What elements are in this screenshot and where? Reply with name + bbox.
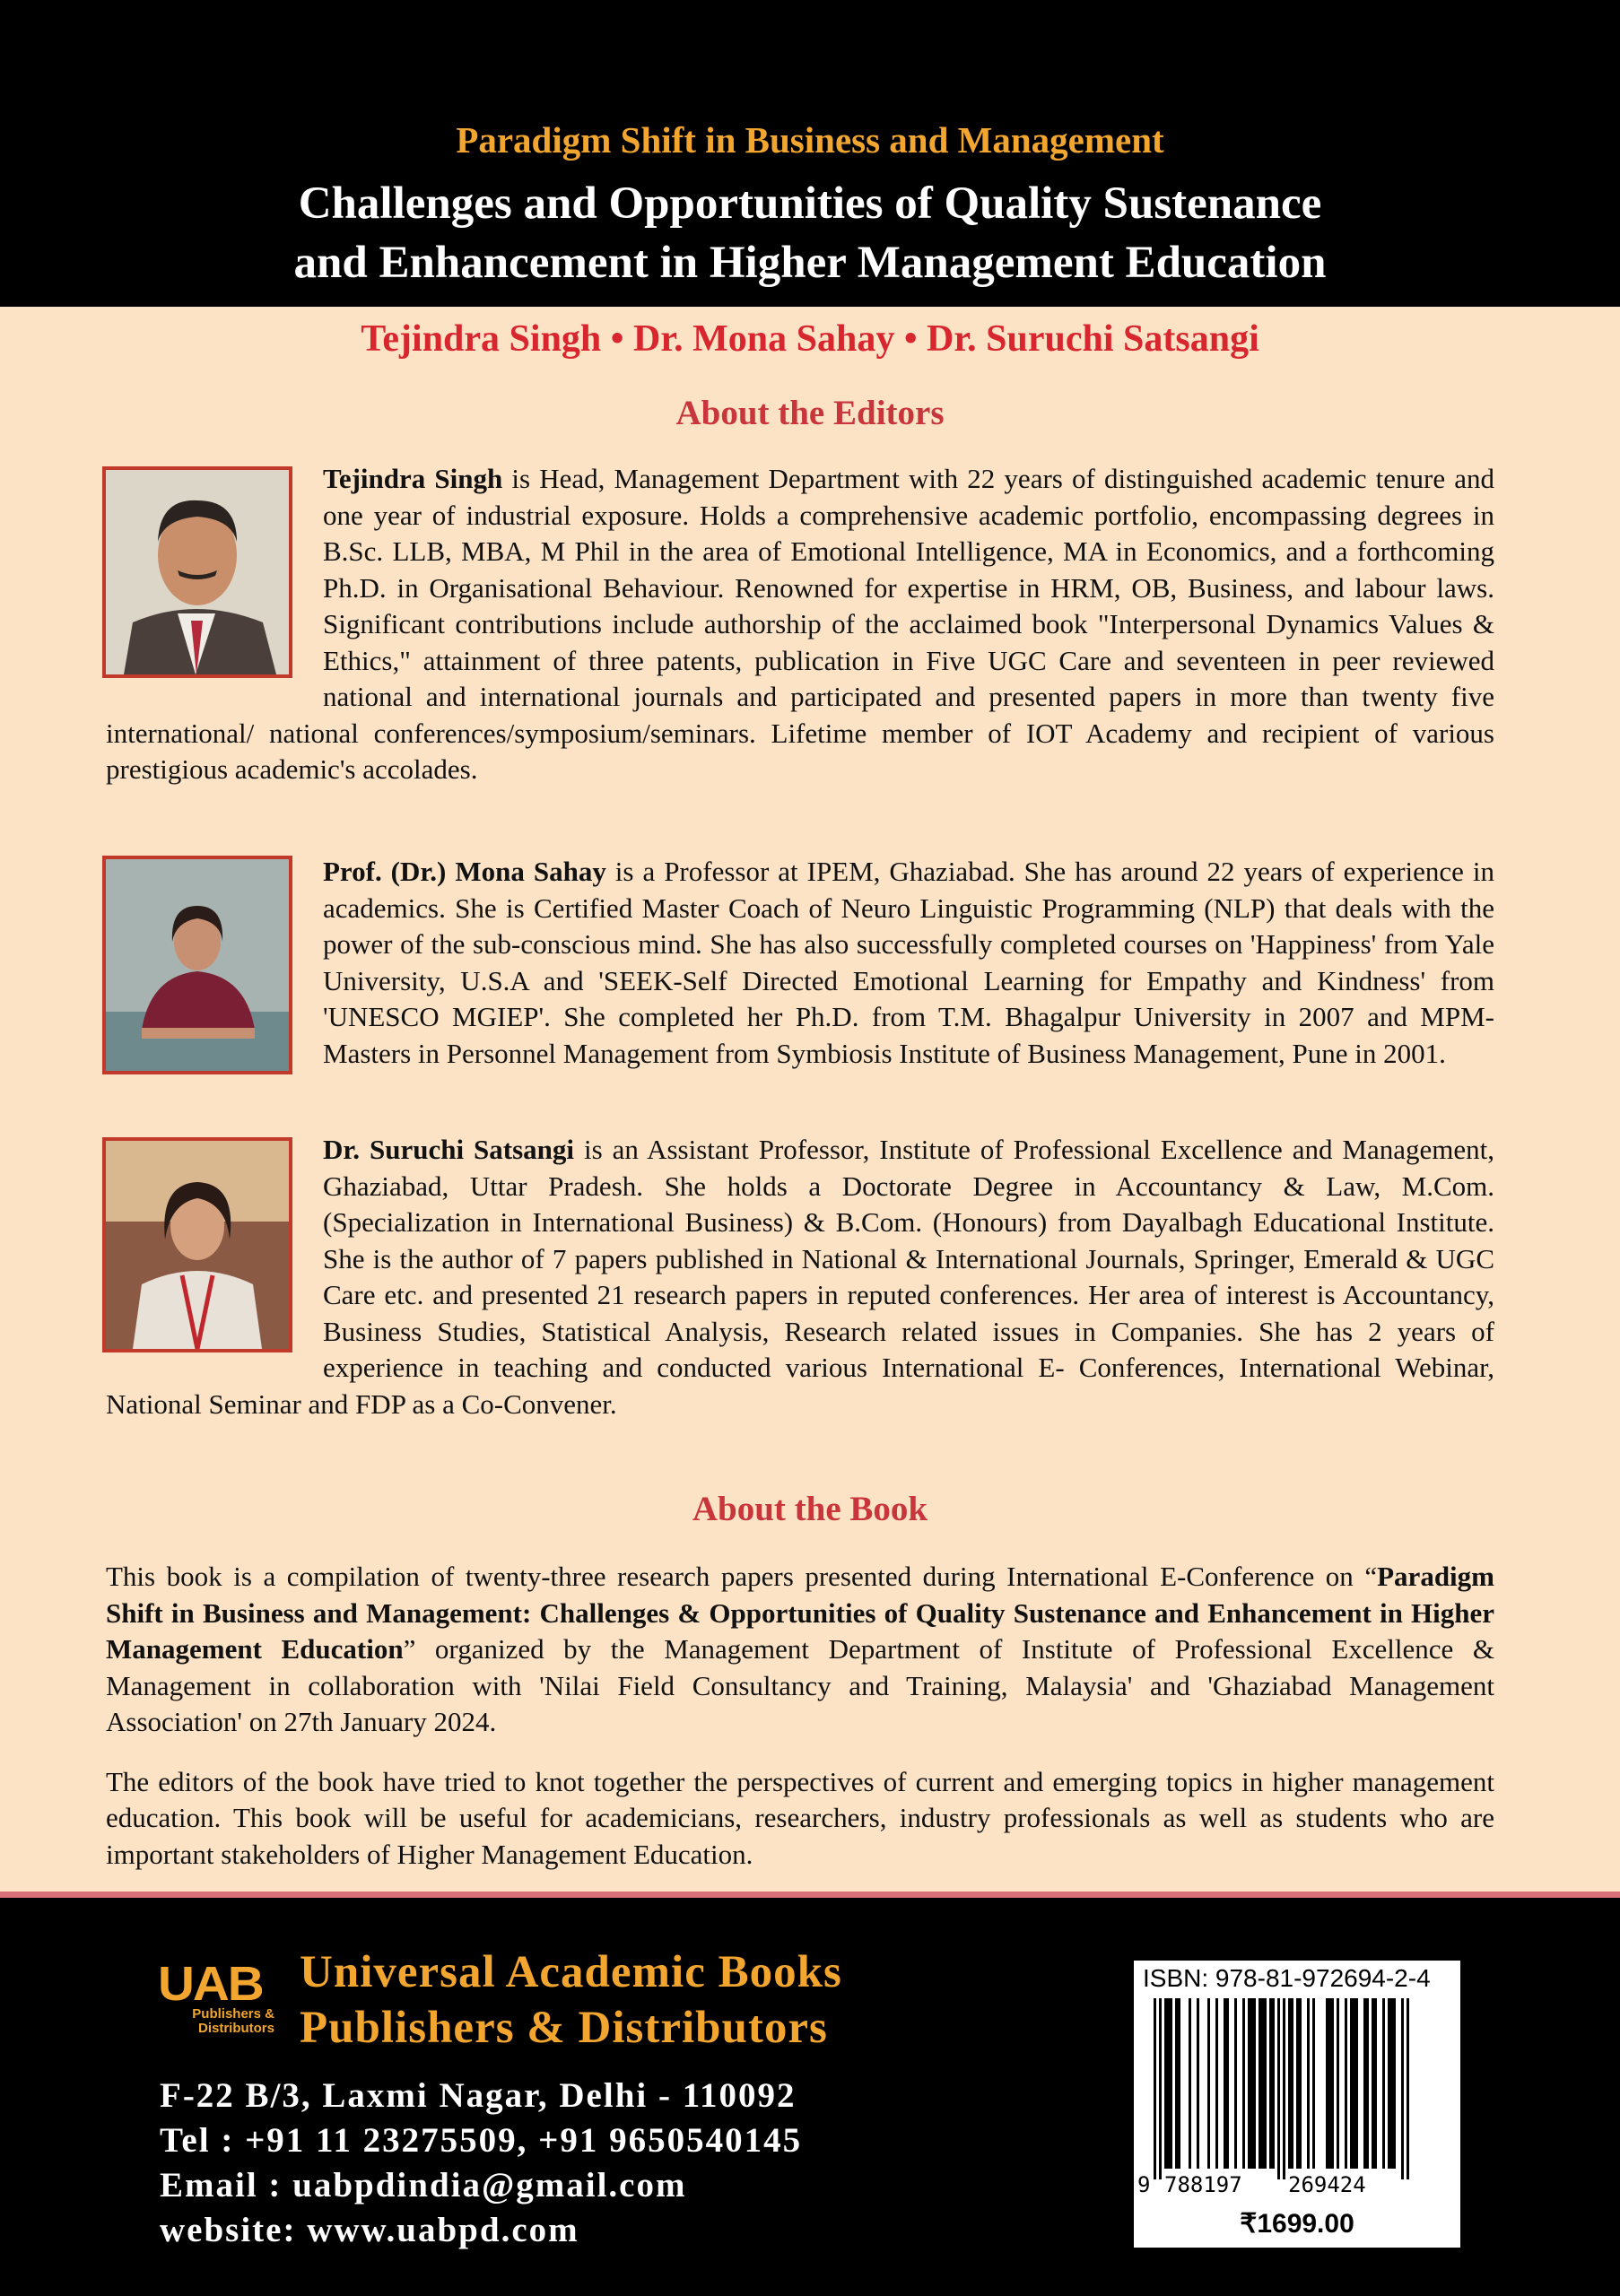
barcode-bar bbox=[1337, 1998, 1339, 2169]
barcode-bar bbox=[1355, 1998, 1358, 2169]
barcode-bar bbox=[1170, 1998, 1172, 2169]
editor-bio-text: is an Assistant Professor, Institute of Professional Excellence and Management, Ghaziabad, Uttar Pradesh. She holds a Doctorate Degree in Accountancy & Law, M.Com. (Specialization in International Business) & B.Com. (Honours) from Dayalbagh Educational Institute. She is the author of 7 papers published in National & International Journals, Springer, Emerald & UGC Care etc. and presented 21 research papers in reputed conferences. Her area of interest is Accountancy, Business Studies, Statistical Analysis, Research related issues in Companies. She has 2 years of experience in teaching and conducted various International E- Conferences, International Webinar, National Seminar and FDP as a Co-Convener. bbox=[106, 1134, 1494, 1420]
book-description bbox=[106, 1559, 1494, 1873]
editor-bio-mona-sahay bbox=[106, 854, 1494, 1087]
publisher-email: Email : uabpdindia@gmail.com bbox=[160, 2166, 687, 2205]
isbn-label: ISBN: 978-81-972694-2-4 bbox=[1143, 1964, 1431, 1992]
barcode-bar bbox=[1189, 1998, 1191, 2169]
barcode-digits: 788197 bbox=[1164, 2172, 1242, 2197]
barcode-bar bbox=[1296, 1998, 1299, 2169]
barcode-bar bbox=[1259, 1998, 1261, 2169]
barcode-bar bbox=[1242, 1998, 1245, 2169]
book-title-line-2: and Enhancement in Higher Management Education bbox=[293, 238, 1327, 288]
barcode-bar bbox=[1264, 1998, 1267, 2169]
barcode-bar bbox=[1401, 1998, 1404, 2179]
barcode-bar bbox=[1253, 1998, 1256, 2169]
price-label: ₹1699.00 bbox=[1240, 2209, 1354, 2239]
barcode-bar bbox=[1372, 1998, 1374, 2169]
editors-heading: About the Editors bbox=[675, 394, 945, 432]
barcode-bar bbox=[1328, 1998, 1331, 2169]
barcode-bar bbox=[1326, 1998, 1328, 2169]
barcode bbox=[1134, 1998, 1460, 2205]
editor-bio-text: is Head, Management Department with 22 years of distinguished academic tenure and one year of industrial exposure. Holds a comprehensive academic portfolio, encompassing degrees in B.Sc. LLB, MBA, M Phil in the area of Emotional Intelligence, MA in Economics, and a forthcoming Ph.D. in Organisational Behaviour. Renowned for expertise in HRM, OB, Business, and labour laws. Significant contributions include authorship of the acclaimed book "Interpersonal Dynamics Values & Ethics," attainment of three patents, publication in Five UGC Care and seventeen in peer reviewed national and international journals and participated and presented papers in more than twenty five international/ national conferences/symposium/seminars. Lifetime member of IOT Academy and recipient of various prestigious academic's accolades. bbox=[106, 463, 1494, 785]
barcode-bar bbox=[1178, 1998, 1180, 2169]
barcode-bar bbox=[1159, 1998, 1162, 2179]
barcode-digits: 269424 bbox=[1288, 2172, 1366, 2197]
editor-name: Tejindra Singh bbox=[323, 463, 503, 494]
book-heading: About the Book bbox=[692, 1490, 928, 1528]
editor-name: Dr. Suruchi Satsangi bbox=[323, 1134, 575, 1165]
barcode-bar bbox=[1312, 1998, 1315, 2169]
barcode-digits: 9 bbox=[1137, 2172, 1151, 2197]
barcode-bar bbox=[1307, 1998, 1310, 2169]
book-paragraph-1: This book is a compilation of twenty-three research papers presented during International E-Conference on “Paradigm Shift in Business and Management: Challenges & Opportunities of Quality Sustenance and Enhancement in Higher Management Education” organized by the Management Department of Institute of Professional Excellence & Management in collaboration with 'Nilai Field Consultancy and Training, Malaysia' and 'Ghaziabad Management Association' on 27th January 2024. bbox=[106, 1561, 1495, 1737]
barcode-bar bbox=[1366, 1998, 1369, 2169]
barcode-bar bbox=[1299, 1998, 1302, 2169]
barcode-bar bbox=[1388, 1998, 1390, 2169]
barcode-bar bbox=[1345, 1998, 1347, 2169]
barcode-bar bbox=[1283, 1998, 1285, 2179]
barcode-bar bbox=[1390, 1998, 1393, 2169]
uab-logo: UAB Publishers & Distributors bbox=[158, 1957, 274, 2036]
barcode-bar bbox=[1175, 1998, 1178, 2169]
barcode-bar bbox=[1261, 1998, 1264, 2169]
barcode-bar bbox=[1224, 1998, 1226, 2169]
barcode-bar bbox=[1250, 1998, 1253, 2169]
authors-line: Tejindra Singh • Dr. Mona Sahay • Dr. Suruchi Satsangi bbox=[361, 318, 1259, 360]
barcode-bar bbox=[1215, 1998, 1218, 2169]
barcode-bar bbox=[1269, 1998, 1272, 2169]
series-title: Paradigm Shift in Business and Management bbox=[456, 119, 1164, 161]
publisher-website: website: www.uabpd.com bbox=[160, 2211, 579, 2249]
editor-bio-suruchi-satsangi bbox=[106, 1132, 1494, 1422]
barcode-bar bbox=[1374, 1998, 1377, 2169]
barcode-bar bbox=[1363, 1998, 1366, 2169]
publisher-phone: Tel : +91 11 23275509, +91 9650540145 bbox=[160, 2121, 803, 2160]
barcode-bar bbox=[1277, 1998, 1280, 2179]
barcode-bar bbox=[1234, 1998, 1237, 2169]
barcode-bar bbox=[1197, 1998, 1199, 2169]
publisher-address: F-22 B/3, Laxmi Nagar, Delhi - 110092 bbox=[160, 2076, 797, 2115]
book-title-line-1: Challenges and Opportunities of Quality Sustenance bbox=[298, 178, 1322, 229]
barcode-bar bbox=[1393, 1998, 1396, 2169]
editor-bio-text: is a Professor at IPEM, Ghaziabad. She has around 22 years of experience in academics. She is Certified Master Coach of Neuro Linguistic Programming (NLP) that deals with the power of the sub-conscious mind. She has also successfully completed courses on 'Happiness' from Yale University, U.S.A and 'SEEK-Self Directed Emotional Learning for Empathy and Kindness' from 'UNESCO MGIEP'. She completed her Ph.D. from T.M. Bhagalpur University in 2007 and MPM-Masters in Personnel Management from Symbiosis Institute of Business Management, Pune in 2001. bbox=[323, 856, 1494, 1069]
barcode-bar bbox=[1350, 1998, 1353, 2169]
editor-name: Prof. (Dr.) Mona Sahay bbox=[323, 856, 606, 887]
editor-bio-tejindra-singh bbox=[106, 461, 1494, 788]
barcode-bar bbox=[1164, 1998, 1167, 2169]
barcode-bar bbox=[1248, 1998, 1250, 2169]
barcode-bar bbox=[1382, 1998, 1385, 2169]
barcode-bar bbox=[1226, 1998, 1229, 2169]
book-paragraph-2: The editors of the book have tried to knot together the perspectives of current and emerging topics in higher management education. This book will be useful for academicians, researchers, industry professionals as well as students who are important stakeholders of Higher Management Education. bbox=[106, 1765, 1494, 1870]
isbn-barcode-box bbox=[1134, 1961, 1460, 2248]
conference-title: Paradigm Shift in Business and Management: Challenges & Opportunities of Quality Sustenance and Enhancement in Higher Management Education bbox=[106, 1561, 1494, 1665]
divider-rule bbox=[0, 1892, 1620, 1898]
barcode-bar bbox=[1207, 1998, 1210, 2169]
barcode-bar bbox=[1407, 1998, 1409, 2179]
barcode-bar bbox=[1154, 1998, 1156, 2179]
book-title bbox=[0, 174, 1620, 292]
barcode-bar bbox=[1272, 1998, 1275, 2169]
barcode-bar bbox=[1331, 1998, 1334, 2169]
barcode-bar bbox=[1167, 1998, 1170, 2169]
publisher-name-line-1: Universal Academic Books bbox=[300, 1947, 842, 1997]
publisher-name-line-2: Publishers & Distributors bbox=[300, 2003, 828, 2053]
barcode-bar bbox=[1288, 1998, 1291, 2169]
barcode-bar bbox=[1353, 1998, 1355, 2169]
barcode-bar bbox=[1291, 1998, 1293, 2169]
